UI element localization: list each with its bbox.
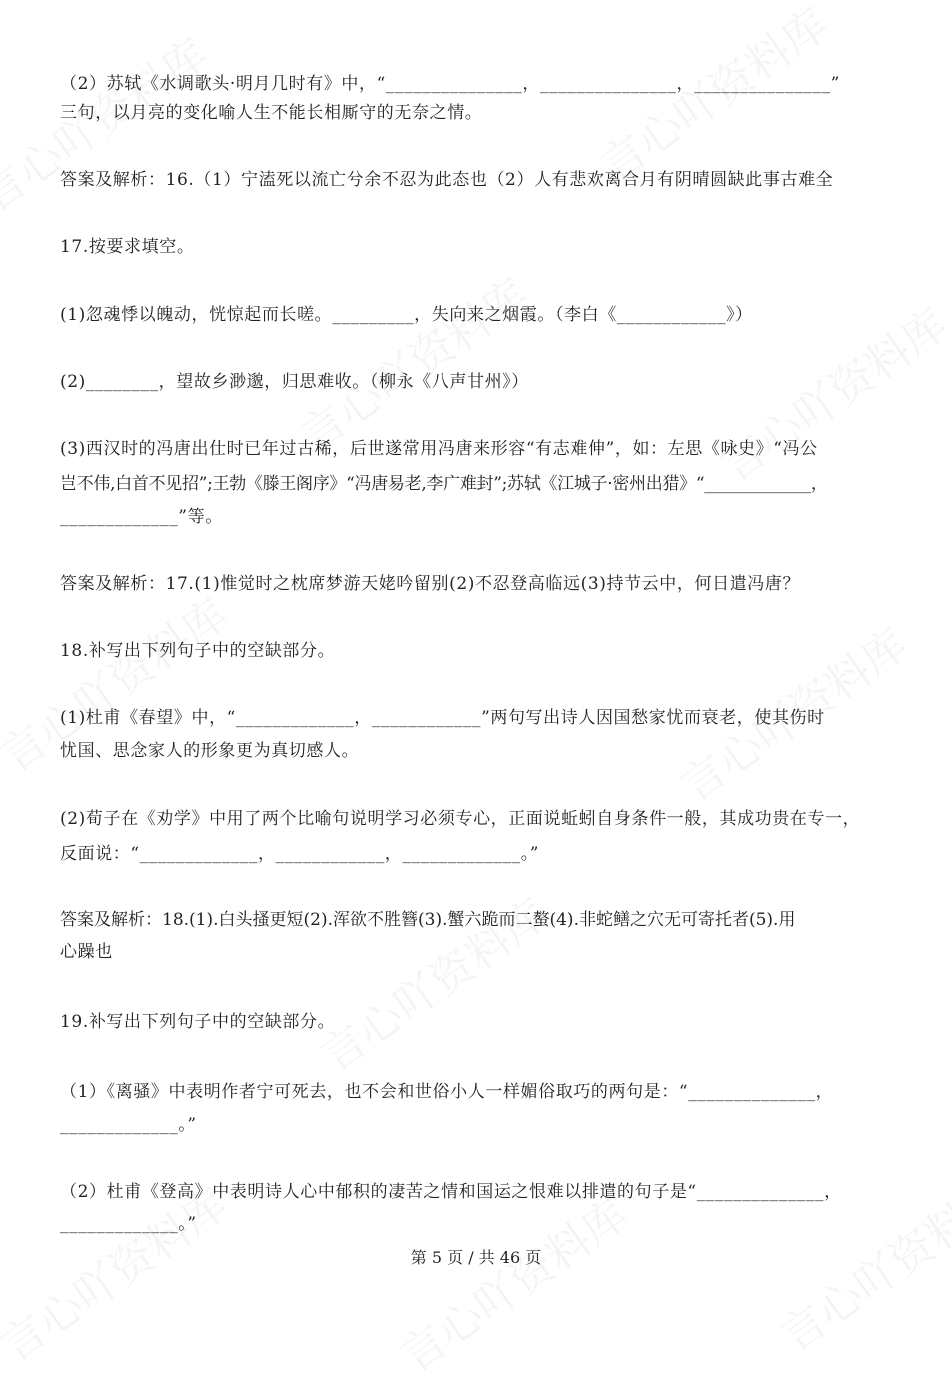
- q19-2-text: （2）杜甫《登高》中表明诗人心中郁积的凄苦之情和国运之恨难以排遣的句子是“______________，: [60, 1182, 842, 1202]
- watermark: [386, 1180, 639, 1384]
- q19-1-text-cont: _____________。”: [60, 1115, 197, 1135]
- q17-1-text: (1)忽魂悸以魄动，恍惊起而长嗟。_________，失向来之烟霞。（李白《____________》）: [60, 305, 753, 325]
- q19-1-text: （1）《离骚》中表明作者宁可死去，也不会和世俗小人一样媚俗取巧的两句是：“______________，: [60, 1082, 834, 1102]
- q19-2-text-cont: _____________。”: [60, 1214, 197, 1234]
- q17-3-text-cont: 岂不伟,白首不见招”;王勃《滕王阁序》“冯唐易老,李广难封”;苏轼《江城子·密州出猎》“_____________，: [60, 474, 828, 494]
- q17-3-text: (3)西汉时的冯唐出仕时已年过古稀，后世遂常用冯唐来形容“有志难伸”，如：左思《咏史》“冯公: [60, 439, 818, 459]
- q17-heading: 17.按要求填空。: [60, 237, 195, 257]
- q16-2-text-cont: 三句，以月亮的变化喻人生不能长相厮守的无奈之情。: [60, 103, 483, 123]
- watermark: [586, 0, 839, 194]
- q18-2-text-cont: 反面说：“_____________，____________，_____________。”: [60, 844, 540, 864]
- watermark: [286, 260, 539, 464]
- q18-1-text-cont: 忧国、思念家人的形象更为真切感人。: [60, 741, 360, 761]
- q16-2-text: （2）苏轼《水调歌头·明月几时有》中，“_______________，_______________，_______________”: [60, 74, 840, 94]
- page-number: 第 5 页 / 共 46 页: [410, 1248, 542, 1267]
- q18-1-text: (1)杜甫《春望》中，“_____________，____________”两句写出诗人因国愁家忧而衰老，使其伤时: [60, 708, 825, 728]
- q19-heading: 19.补写出下列句子中的空缺部分。: [60, 1012, 336, 1032]
- q17-3-text-end: _____________”等。: [60, 507, 223, 527]
- q16-answer: 答案及解析：16.（1）宁溘死以流亡兮余不忍为此态也（2）人有悲欢离合月有阴晴圆缺此事古难全: [60, 170, 834, 190]
- q17-2-text: (2)________，望故乡渺邈，归思难收。（柳永《八声甘州》）: [60, 372, 529, 392]
- q17-answer: 答案及解析：17.(1)惟觉时之枕席梦游天姥吟留别(2)不忍登高临远(3)持节云中，何日遣冯唐？: [60, 574, 801, 594]
- q18-2-text: (2)荀子在《劝学》中用了两个比喻句说明学习必须专心，正面说蚯蚓自身条件一般，其成功贵在专一，: [60, 809, 861, 829]
- q18-answer: 答案及解析：18.(1).白头搔更短(2).浑欲不胜簪(3).蟹六跪而二螯(4).非蛇鳝之穴无可寄托者(5).用: [60, 910, 796, 930]
- q18-answer-cont: 心躁也: [60, 942, 113, 962]
- q18-heading: 18.补写出下列句子中的空缺部分。: [60, 641, 336, 661]
